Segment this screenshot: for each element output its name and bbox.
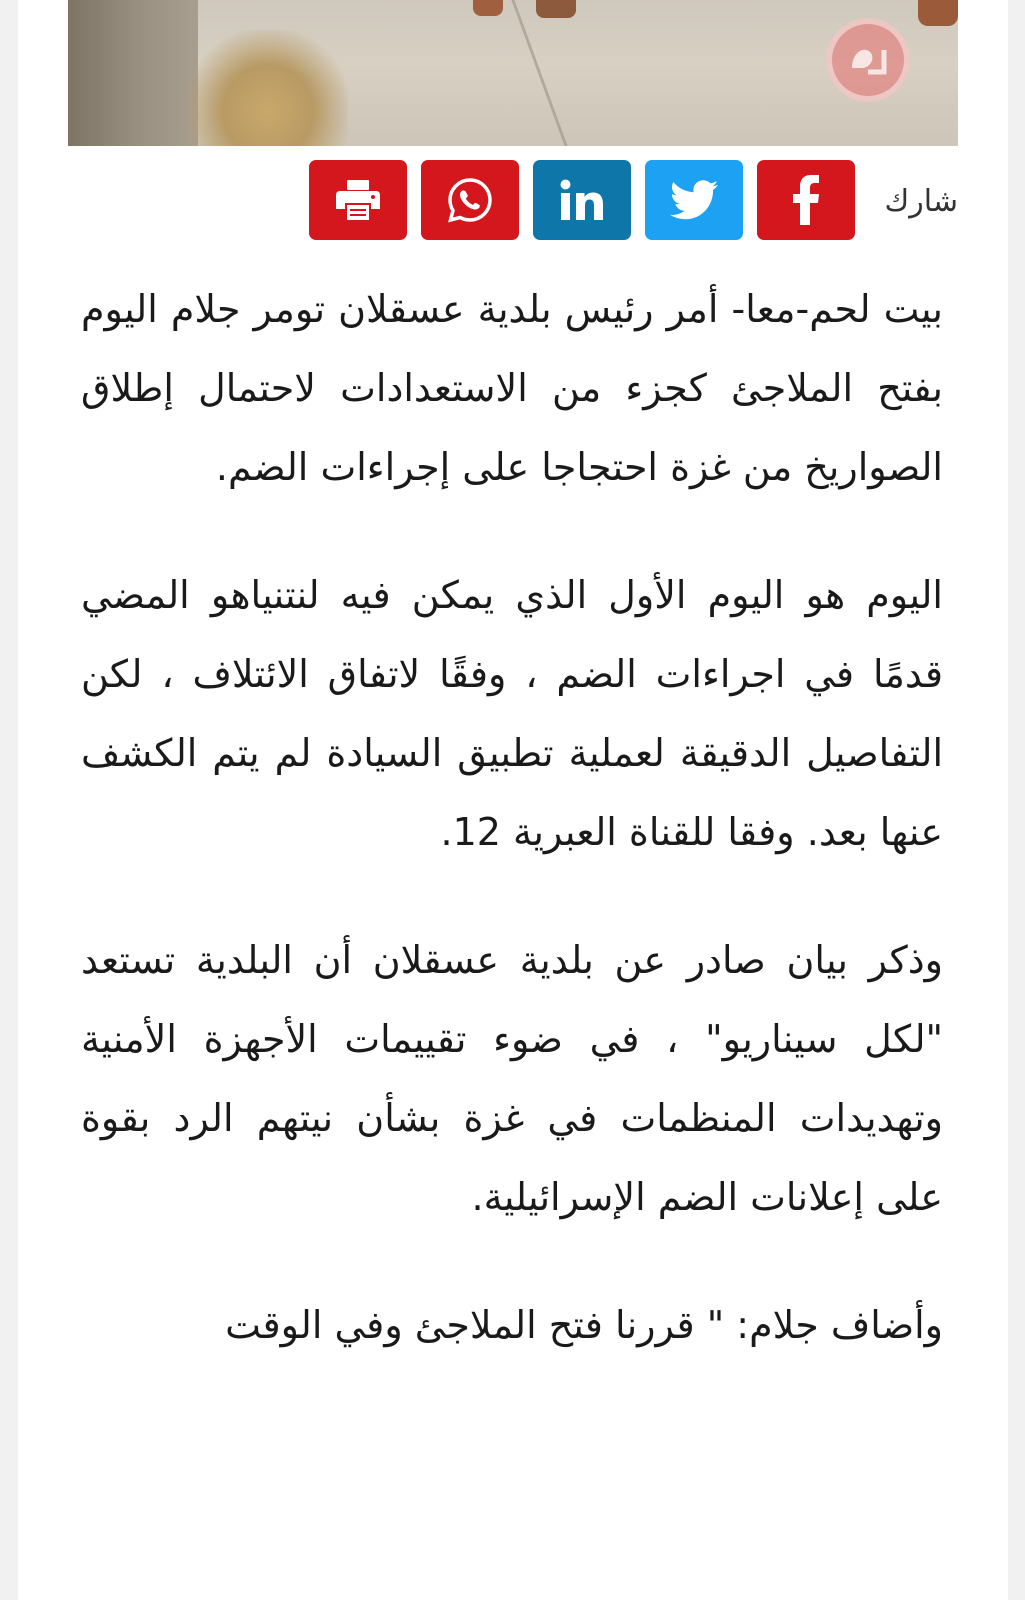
article-paragraph: بيت لحم-معا- أمر رئيس بلدية عسقلان تومر جلام اليوم بفتح الملاجئ كجزء من الاستعدادات لاحتمال إطلاق الصواريخ من غزة احتجاجا على إجراءات الضم. xyxy=(81,287,943,489)
article-paragraph: وذكر بيان صادر عن بلدية عسقلان أن البلدية تستعد "لكل سيناريو" ، في ضوء تقييمات الأجهزة الأمنية وتهديدات المنظمات في غزة بشأن نيتهم الرد بقوة على إعلانات الضم الإسرائيلية. xyxy=(81,938,943,1219)
printer-icon xyxy=(335,178,381,222)
facebook-icon xyxy=(791,175,821,225)
photo-wall xyxy=(68,0,198,146)
photo-dry-grass xyxy=(188,30,348,146)
photo-shoe xyxy=(918,0,958,26)
whatsapp-icon xyxy=(446,176,494,224)
article-photo xyxy=(68,0,958,146)
photo-crack xyxy=(511,0,567,146)
share-label: شارك xyxy=(884,184,958,219)
linkedin-icon xyxy=(560,179,604,221)
share-bar xyxy=(18,160,1008,240)
article-paragraph: اليوم هو اليوم الأول الذي يمكن فيه لنتنياهو المضي قدمًا في اجراءات الضم ، وفقًا لاتفاق الائتلاف ، لكن التفاصيل الدقيقة لعملية تطبيق السيادة لم يتم الكشف عنها بعد. وفقا للقناة العبرية 12. xyxy=(81,573,943,854)
article-body xyxy=(81,270,943,1414)
share-print-button[interactable] xyxy=(309,160,407,240)
article-card xyxy=(18,0,1008,1600)
article-paragraph: وأضاف جلام: " قررنا فتح الملاجئ وفي الوقت xyxy=(225,1303,943,1347)
maan-logo-watermark xyxy=(826,18,910,102)
photo-shoe xyxy=(473,0,503,16)
share-linkedin-button[interactable] xyxy=(533,160,631,240)
share-twitter-button[interactable] xyxy=(645,160,743,240)
share-facebook-button[interactable] xyxy=(757,160,855,240)
photo-shoe xyxy=(536,0,576,18)
twitter-icon xyxy=(670,180,718,220)
share-whatsapp-button[interactable] xyxy=(421,160,519,240)
